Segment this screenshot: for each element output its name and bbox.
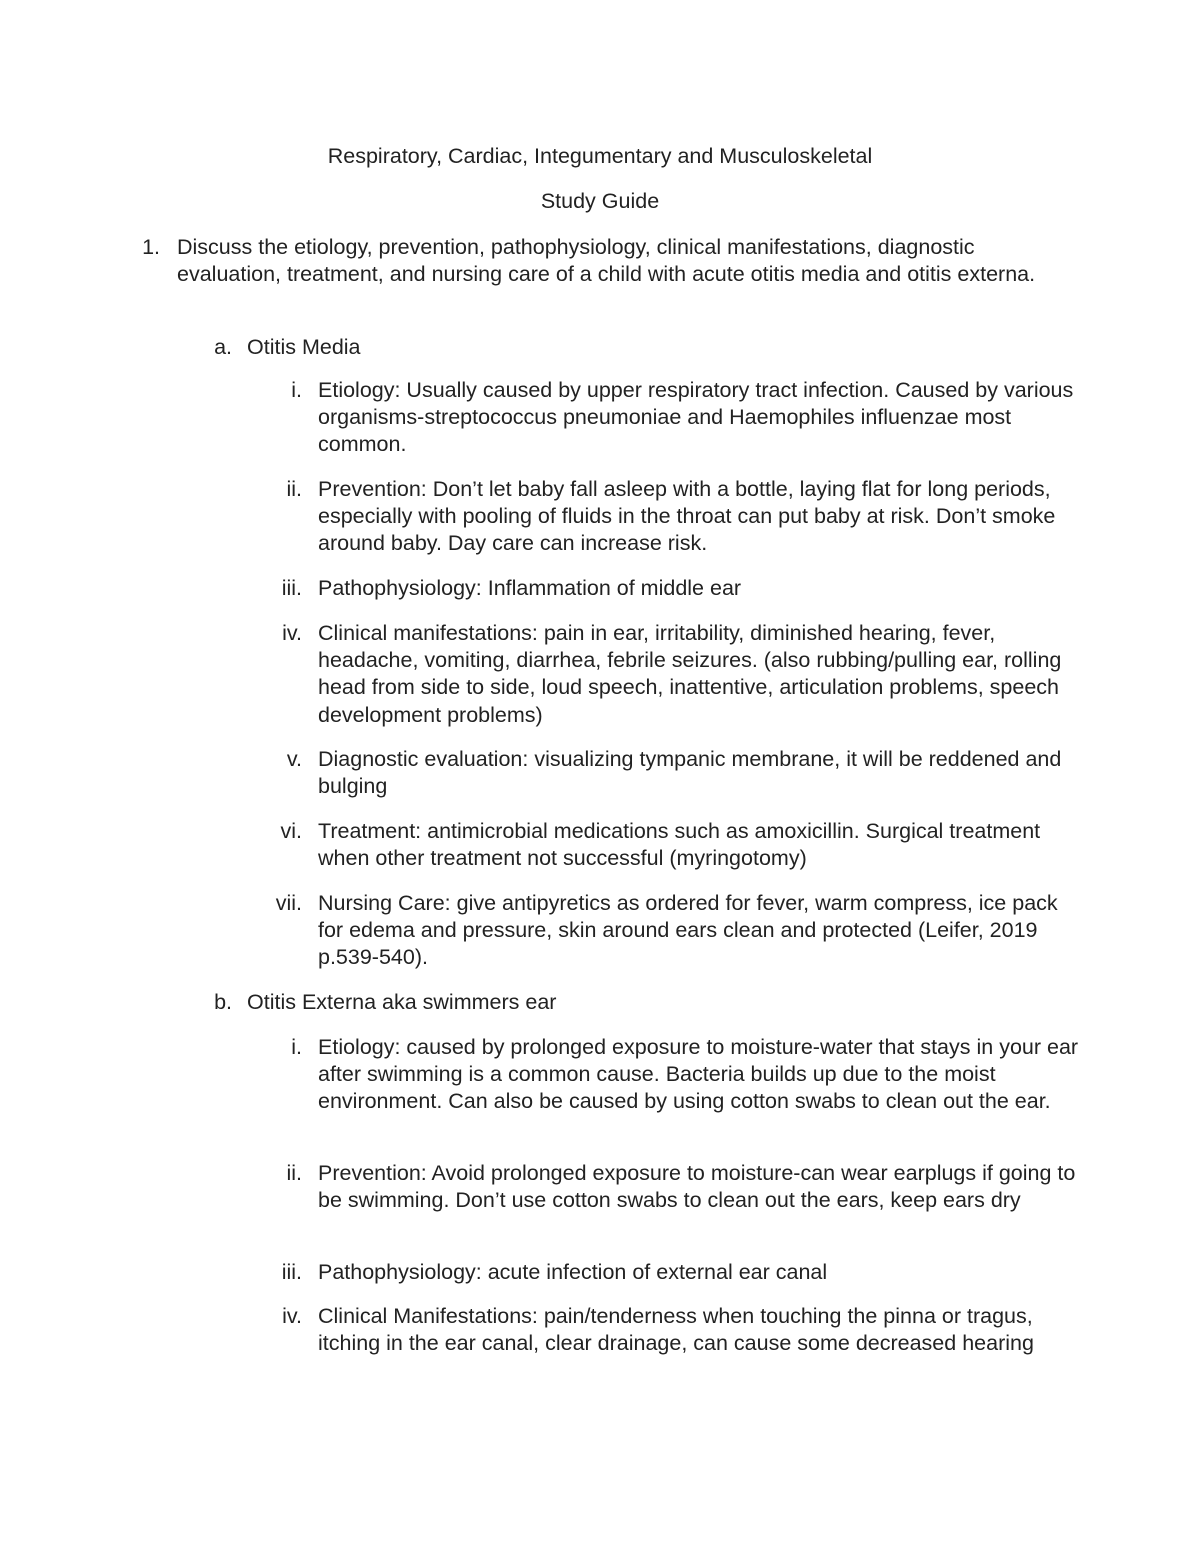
item-marker: ii. [286, 477, 302, 501]
item-text: Clinical Manifestations: pain/tenderness when touching the pinna or tragus, itching in the ear canal, clear drainage, can cause some decreased hearing [318, 1304, 1034, 1356]
item-text: Etiology: Usually caused by upper respiratory tract infection. Caused by various organisms-streptococcus pneumoniae and Haemophiles influenzae most common. [318, 378, 1074, 457]
item-text: Diagnostic evaluation: visualizing tympanic membrane, it will be reddened and bulging [318, 747, 1062, 799]
item-text: Pathophysiology: acute infection of external ear canal [318, 1260, 828, 1284]
item-marker: iii. [281, 576, 302, 600]
item-marker: i. [291, 1035, 302, 1059]
item-marker: v. [286, 747, 302, 771]
item-text: Prevention: Don’t let baby fall asleep with a bottle, laying flat for long periods, especially with pooling of fluids in the throat can put baby at risk. Don’t smoke around baby. Day care can increase risk. [318, 477, 1056, 556]
item-text: Etiology: caused by prolonged exposure to moisture-water that stays in your ear after swimming is a common cause. Bacteria builds up due to the moist environment. Can also be caused by using cotton swabs to clean out the ear. [318, 1035, 1079, 1114]
item-marker: iv. [282, 1304, 302, 1328]
item-text: Clinical manifestations: pain in ear, irritability, diminished hearing, fever, headache, vomiting, diarrhea, febrile seizures. (also rubbing/pulling ear, rolling head from side to side, loud speech, inattentive, articulation problems, speech development problems) [318, 621, 1062, 727]
question-marker: 1. [142, 235, 160, 259]
item-text: Pathophysiology: Inflammation of middle ear [318, 576, 742, 600]
section-heading: Otitis Externa aka swimmers ear [247, 990, 557, 1014]
section-marker: a. [214, 335, 232, 359]
question-text: Discuss the etiology, prevention, pathophysiology, clinical manifestations, diagnostic evaluation, treatment, and nursing care of a child with acute otitis media and otitis externa. [177, 235, 1036, 287]
item-marker: vii. [275, 891, 302, 915]
item-text: Treatment: antimicrobial medications such as amoxicillin. Surgical treatment when other treatment not successful (myringotomy) [318, 819, 1041, 871]
document-subtitle: Study Guide [540, 189, 660, 213]
document-title: Respiratory, Cardiac, Integumentary and Musculoskeletal [327, 144, 873, 168]
item-marker: iii. [281, 1260, 302, 1284]
item-marker: ii. [286, 1161, 302, 1185]
item-marker: i. [291, 378, 302, 402]
item-text: Prevention: Avoid prolonged exposure to moisture-can wear earplugs if going to be swimming. Don’t use cotton swabs to clean out the ears, keep ears dry [318, 1161, 1076, 1213]
item-marker: vi. [280, 819, 302, 843]
section-heading: Otitis Media [247, 335, 361, 359]
section-marker: b. [214, 990, 232, 1014]
item-text: Nursing Care: give antipyretics as ordered for fever, warm compress, ice pack for edema and pressure, skin around ears clean and protected (Leifer, 2019 p.539-540). [318, 891, 1058, 970]
item-marker: iv. [282, 621, 302, 645]
